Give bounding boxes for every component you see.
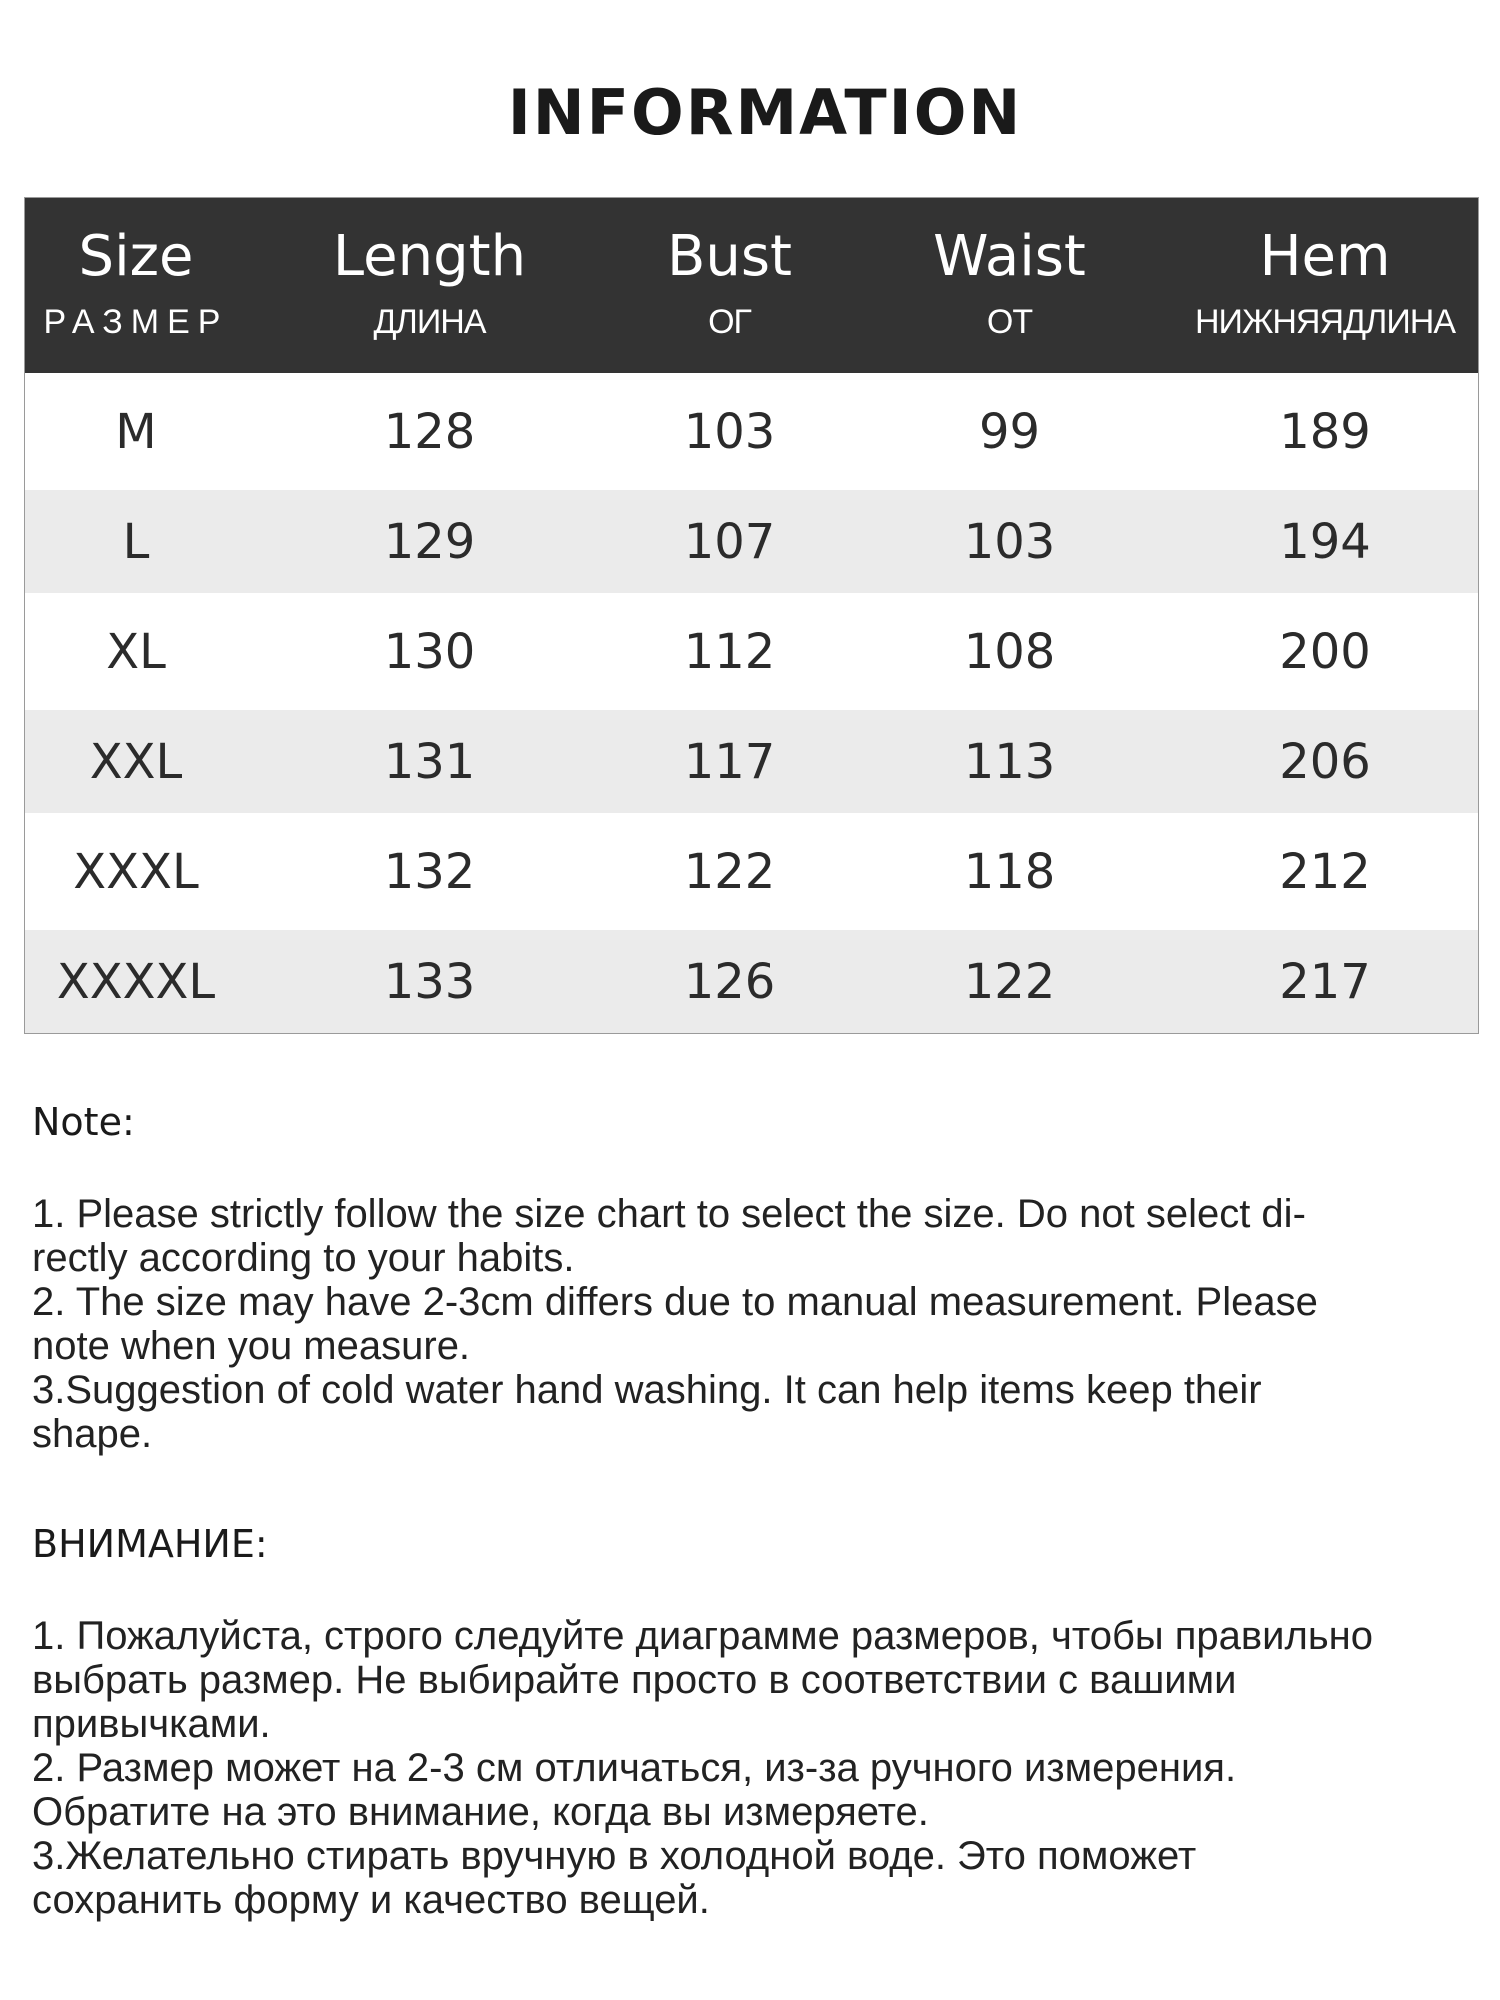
waist-cell: 103	[963, 513, 1056, 570]
length-cell: 132	[383, 843, 476, 900]
hem-cell: 200	[1279, 623, 1371, 680]
note-line: 2. Размер может на 2-3 см отличаться, из-за ручного измерения.	[32, 1746, 1237, 1790]
note-body-ru	[32, 1614, 1472, 1922]
waist-cell: 118	[963, 843, 1056, 900]
note-line: 1. Please strictly follow the size chart to select the size. Do not select di-	[32, 1192, 1306, 1236]
waist-cell: 122	[963, 953, 1056, 1010]
hem-cell: 194	[1279, 513, 1371, 570]
length-cell: 133	[383, 953, 476, 1010]
table-row	[25, 593, 1478, 710]
table-row	[25, 710, 1478, 813]
note-line: note when you measure.	[32, 1324, 471, 1368]
note-heading-ru: ВНИМАНИЕ:	[32, 1522, 268, 1566]
size-cell: XXL	[89, 733, 183, 790]
hem-cell: 212	[1279, 843, 1371, 900]
table-row	[25, 373, 1478, 490]
bust-cell: 122	[683, 843, 776, 900]
header-bust	[612, 198, 847, 373]
header-bust-en: Bust	[666, 224, 793, 289]
hem-cell: 217	[1279, 953, 1371, 1010]
header-size-ru: РАЗМЕР	[43, 303, 229, 342]
bust-cell: 103	[683, 403, 776, 460]
size-cell: XL	[106, 623, 166, 680]
note-line: привычками.	[32, 1702, 271, 1746]
header-hem	[1172, 198, 1478, 373]
note-line: shape.	[32, 1412, 153, 1456]
table-row	[25, 813, 1478, 930]
header-size	[25, 198, 247, 373]
bust-cell: 112	[683, 623, 776, 680]
size-cell: XXXL	[73, 843, 199, 900]
hem-cell: 206	[1279, 733, 1371, 790]
note-line: выбрать размер. Не выбирайте просто в соответствии с вашими	[32, 1658, 1237, 1702]
header-waist-en: Waist	[933, 224, 1086, 289]
bust-cell: 117	[683, 733, 776, 790]
header-length-en: Length	[332, 224, 527, 289]
bust-cell: 126	[683, 953, 776, 1010]
note-line: сохранить форму и качество вещей.	[32, 1878, 710, 1922]
hem-cell: 189	[1279, 403, 1371, 460]
table-header-row	[25, 198, 1478, 373]
note-line: rectly according to your habits.	[32, 1236, 575, 1280]
header-waist-ru: ОТ	[986, 303, 1033, 342]
note-line: 2. The size may have 2-3cm differs due to manual measurement. Please	[32, 1280, 1318, 1324]
size-chart-table	[24, 197, 1479, 1034]
note-line: 3.Желательно стирать вручную в холодной воде. Это поможет	[32, 1834, 1197, 1878]
table-row	[25, 490, 1478, 593]
bust-cell: 107	[683, 513, 776, 570]
header-waist	[847, 198, 1172, 373]
note-line: Обратите на это внимание, когда вы измеряете.	[32, 1790, 929, 1834]
note-line: 3.Suggestion of cold water hand washing. It can help items keep their	[32, 1368, 1262, 1412]
size-cell: L	[122, 513, 150, 570]
note-heading-en: Note:	[32, 1100, 135, 1144]
length-cell: 128	[383, 403, 476, 460]
waist-cell: 113	[963, 733, 1056, 790]
size-cell: M	[115, 403, 157, 460]
header-length-ru: ДЛИНА	[373, 303, 486, 342]
size-cell: XXXXL	[56, 953, 216, 1010]
header-length	[247, 198, 612, 373]
length-cell: 130	[383, 623, 476, 680]
waist-cell: 99	[978, 403, 1041, 460]
note-line: 1. Пожалуйста, строго следуйте диаграмме размеров, чтобы правильно	[32, 1614, 1374, 1658]
header-bust-ru: ОГ	[708, 303, 751, 342]
length-cell: 131	[383, 733, 476, 790]
page-title: INFORMATION	[507, 76, 1023, 149]
note-body-en	[32, 1192, 1472, 1456]
header-hem-en: Hem	[1259, 224, 1391, 289]
length-cell: 129	[383, 513, 476, 570]
header-size-en: Size	[78, 224, 194, 289]
waist-cell: 108	[963, 623, 1056, 680]
header-hem-ru: НИЖНЯЯДЛИНА	[1194, 303, 1456, 342]
table-row	[25, 930, 1478, 1033]
